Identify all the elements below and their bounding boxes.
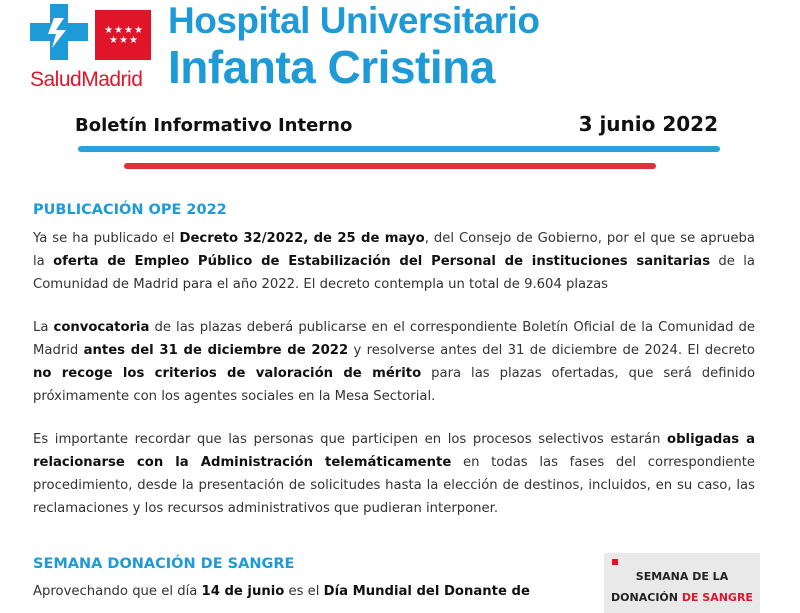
ope-paragraph-1: Ya se ha publicado el Decreto 32/2022, de 25 de mayo, del Consejo de Gobierno, por el que se aprueba la oferta de Empleo Público de Estabilización del Personal de instituciones sanitarias de la Comunidad de Madrid para el año 2022. El decreto contempla un total de 9.604 plazas (33, 231, 756, 292)
ope-paragraph-3: Es importante recordar que las personas que participen en los procesos selectivos estarán obligadas a relacionarse con la Administración telemáticamente en todas las fases del correspondiente procedimiento, desde la presentación de solicitudes hasta la elección de destinos, incluidos, en su caso, las reclamaciones y los recursos administrativos que pudieran interponer. (33, 432, 755, 516)
blood-donation-thumbnail (604, 553, 760, 613)
section-heading-ope: PUBLICACIÓN OPE 2022 (33, 202, 227, 218)
stars-icon: ★★★★ ★★★ (104, 25, 144, 46)
bulletin-title: Boletín Informativo Interno (75, 115, 353, 136)
flag-mini-icon (612, 559, 618, 565)
divider-red (124, 163, 656, 169)
hospital-name-line1: Hospital Universitario (168, 0, 540, 41)
divider-blue (78, 146, 720, 152)
hospital-name-line2: Infanta Cristina (168, 41, 495, 93)
thumbnail-line2: DONACIÓN DE SANGRE (611, 591, 753, 604)
ope-paragraph-2: La convocatoria de las plazas deberá publicarse en el correspondiente Boletín Oficial de la Comunidad de Madrid antes del 31 de diciembre de 2022 y resolverse antes del 31 de diciembre de 2024. El decreto no recoge los criterios de valoración de mérito para las plazas ofertadas, que será definido próximamente con los agentes sociales en la Mesa Sectorial. (33, 320, 756, 404)
salud-madrid-logo (30, 4, 155, 94)
sangre-paragraph-1: Aprovechando que el día 14 de junio es el Día Mundial del Donante de (33, 584, 530, 599)
medical-cross-icon (30, 4, 88, 60)
bulletin-date: 3 junio 2022 (578, 112, 718, 136)
madrid-flag-icon (95, 10, 151, 60)
salud-madrid-label: SaludMadrid (30, 68, 143, 91)
section-heading-sangre: SEMANA DONACIÓN DE SANGRE (33, 556, 295, 572)
thumbnail-line1: SEMANA DE LA (635, 570, 729, 583)
